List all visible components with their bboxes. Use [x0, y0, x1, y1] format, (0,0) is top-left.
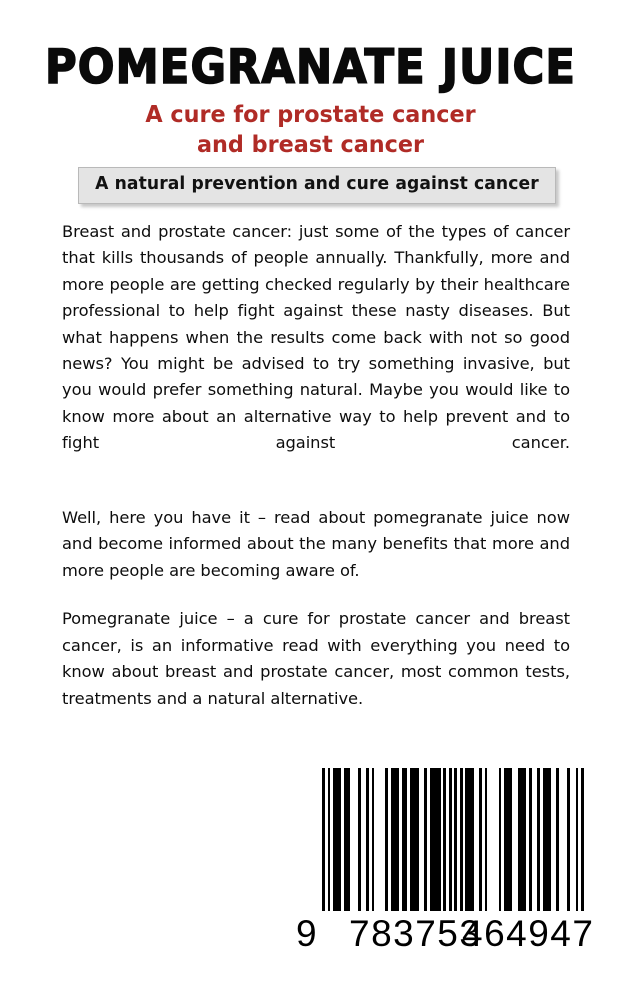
- blurb-paragraph-2: Well, here you have it – read about pomegranate juice now and become informed about the many benefits that more and more people are becoming aware of.: [62, 508, 570, 580]
- barcode-bar: [358, 768, 361, 913]
- barcode-bar: [430, 768, 441, 913]
- tagline-text: A natural prevention and cure against cancer: [95, 174, 539, 194]
- barcode-bar: [576, 768, 579, 953]
- subtitle-line-1: A cure for prostate cancer: [145, 102, 476, 128]
- tagline-banner-wrapper: [78, 167, 556, 204]
- tagline-banner: [78, 167, 556, 204]
- barcode-bar: [391, 768, 399, 913]
- barcode-bars: [322, 768, 584, 953]
- page-title: POMEGRANATE JUICE: [45, 40, 576, 95]
- barcode-bar: [402, 768, 408, 913]
- barcode-left-group: 783753: [349, 913, 482, 954]
- barcode-bar: [410, 768, 418, 913]
- barcode-bar: [449, 768, 452, 953]
- barcode-bar: [328, 768, 331, 953]
- barcode-right-group: 464947: [462, 913, 595, 954]
- barcode-bar: [460, 768, 463, 913]
- barcode-bar: [322, 768, 325, 953]
- blurb-paragraph-3: Pomegranate juice – a cure for prostate cancer and breast cancer, is an informative read with everything you need to know about breast and prostate cancer, most common tests, treatments and a natural alternative.: [62, 609, 570, 708]
- barcode-bar: [465, 768, 473, 913]
- barcode-bar: [581, 768, 584, 953]
- barcode-bar: [485, 768, 488, 913]
- barcode-bar: [529, 768, 532, 913]
- barcode-bar: [454, 768, 457, 953]
- subtitle-line-2: and breast cancer: [196, 132, 425, 159]
- barcode-bar: [479, 768, 482, 913]
- barcode-bar: [424, 768, 427, 913]
- barcode-bar: [567, 768, 570, 913]
- blurb-paragraph-1: Breast and prostate cancer: just some of the types of cancer that kills thousands of people annually. Thankfully, more and more people are getting checked regularly by their healthcare professional to help fight against these nasty diseases. But what happens when the results come back with not so good news? You might be advised to try something invasive, but you would prefer something natural. Maybe you would like to know more about an alternative way to help prevent and to fight against cancer.: [62, 222, 570, 453]
- barcode-bar: [344, 768, 350, 913]
- barcode-bar: [499, 768, 502, 913]
- barcode-bar: [504, 768, 512, 913]
- barcode-bar: [385, 768, 388, 913]
- barcode-bar: [556, 768, 559, 913]
- barcode-bar: [543, 768, 551, 913]
- barcode-bar: [372, 768, 375, 913]
- barcode-bar: [366, 768, 369, 913]
- barcode-bar: [537, 768, 540, 913]
- title-block: [0, 40, 621, 161]
- subtitle: [9, 100, 611, 161]
- barcode-bar: [518, 768, 526, 913]
- blurb-body: [62, 219, 570, 712]
- barcode-bar: [333, 768, 341, 913]
- barcode-bar: [443, 768, 446, 913]
- barcode-lead-digit: 9: [296, 913, 317, 954]
- isbn-barcode: [296, 768, 595, 954]
